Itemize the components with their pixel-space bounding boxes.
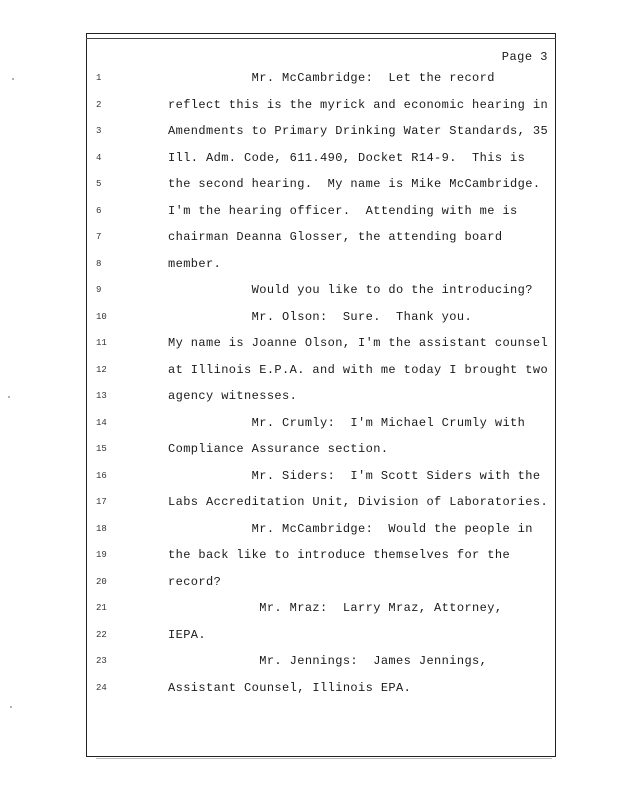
top-rule	[86, 38, 556, 39]
transcript-line: Assistant Counsel, Illinois EPA.	[168, 680, 412, 695]
line-number: 1	[96, 73, 102, 83]
transcript-line: Labs Accreditation Unit, Division of Laboratories.	[168, 495, 549, 509]
transcript-line: at Illinois E.P.A. and with me today I brought two	[168, 362, 549, 377]
line-number: 12	[96, 364, 107, 375]
line-number: 4	[96, 152, 102, 163]
transcript-line: Amendments to Primary Drinking Water Standards, 35	[168, 124, 549, 138]
line-number: 20	[96, 576, 107, 587]
transcript-line: chairman Deanna Glosser, the attending board	[168, 230, 503, 244]
line-number: 16	[96, 470, 107, 481]
transcript-line: IEPA.	[168, 627, 207, 642]
transcript-line: My name is Joanne Olson, I'm the assistant counsel	[168, 336, 549, 350]
line-number: 3	[96, 126, 102, 136]
line-number: 2	[96, 99, 102, 110]
line-number: 6	[96, 205, 102, 216]
transcript-line: Mr. McCambridge: Would the people in	[168, 521, 533, 536]
transcript-line: Compliance Assurance section.	[168, 442, 389, 456]
line-number: 17	[96, 497, 107, 507]
line-number: 10	[96, 311, 107, 322]
page-number: Page 3	[501, 50, 548, 64]
transcript-line: Mr. McCambridge: Let the record	[168, 71, 495, 85]
transcript-line: member.	[168, 256, 222, 271]
line-number: 7	[96, 232, 102, 242]
line-number: 24	[96, 682, 107, 693]
scan-speck	[12, 78, 14, 80]
transcript-line: the back like to introduce themselves for the	[168, 548, 511, 562]
line-number: 22	[96, 629, 107, 640]
transcript-line: agency witnesses.	[168, 389, 298, 403]
transcript-line: Mr. Olson: Sure. Thank you.	[168, 309, 473, 324]
scan-speck	[8, 396, 10, 398]
line-number: 18	[96, 523, 107, 534]
line-number: 21	[96, 603, 107, 613]
line-number: 13	[96, 391, 107, 401]
transcript-line: Ill. Adm. Code, 611.490, Docket R14-9. This is	[168, 150, 526, 165]
transcript-line: Would you like to do the introducing?	[168, 283, 533, 297]
line-number: 5	[96, 179, 102, 189]
transcript-line: the second hearing. My name is Mike McCambridge.	[168, 177, 541, 191]
line-number: 11	[96, 338, 107, 348]
transcript-line: reflect this is the myrick and economic hearing in	[168, 97, 549, 112]
transcript-line: I'm the hearing officer. Attending with me is	[168, 203, 518, 218]
line-number: 14	[96, 417, 107, 428]
scan-speck	[10, 706, 12, 708]
transcript-line: Mr. Jennings: James Jennings,	[168, 654, 488, 668]
line-number: 8	[96, 258, 102, 269]
bottom-rule	[96, 758, 552, 759]
transcript-line: record?	[168, 574, 222, 589]
line-number: 15	[96, 444, 107, 454]
line-number: 23	[96, 656, 107, 666]
transcript-line: Mr. Mraz: Larry Mraz, Attorney,	[168, 601, 503, 615]
transcript-line: Mr. Crumly: I'm Michael Crumly with	[168, 415, 526, 430]
line-number: 9	[96, 285, 102, 295]
line-number: 19	[96, 550, 107, 560]
transcript-line: Mr. Siders: I'm Scott Siders with the	[168, 468, 541, 483]
